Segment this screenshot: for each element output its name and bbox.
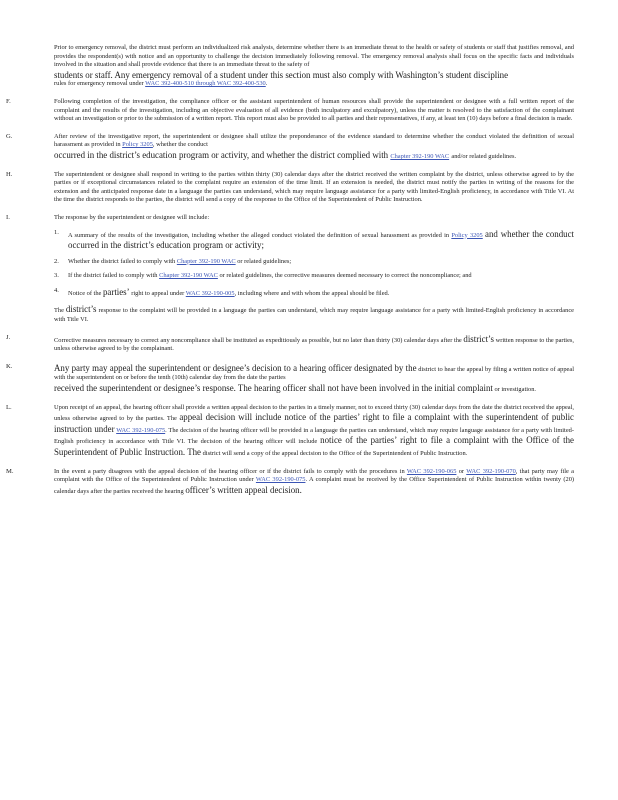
list-number: 4. <box>54 286 59 294</box>
section-i-lead: The response by the superintendent or designee will include: <box>54 213 210 221</box>
section-g <box>6 132 574 162</box>
section-letter: H. <box>6 170 13 178</box>
wac-392-190-065-link[interactable]: WAC 392-190-065 <box>406 467 457 475</box>
section-letter: K. <box>6 362 13 370</box>
section-k <box>6 362 574 395</box>
policy-3205-link[interactable]: Policy 3205 <box>122 141 153 149</box>
intro-text-large: students or staff. Any emergency removal of a student under this section must also comply with Washington’s student discipline <box>54 69 509 80</box>
list-number: 3. <box>54 272 59 280</box>
list-item <box>54 228 575 252</box>
list-item <box>54 286 574 299</box>
section-g-text: After review of the investigative report, the superintendent or designee shall utilize the preponderance of the evidence standard to determine whether the conduct violated the definition of sexual harassment as provided in Policy 3205, whether the conduct <box>54 132 574 149</box>
section-m <box>6 467 575 497</box>
chapter-392-190-wac-link[interactable]: Chapter 392-190 WAC <box>159 272 218 280</box>
wac-392-190-005-link[interactable]: WAC 392-190-005 <box>185 289 235 297</box>
section-g-text-large: occurred in the district’s education program or activity, and whether the district complied with Chapter 392-190 WAC and/or related guidelines. <box>54 149 517 160</box>
list-item-text: Whether the district failed to comply with Chapter 392-190 WAC or related guidelines; <box>68 257 292 265</box>
intro-text-end: rules for emergency removal under WAC 392-400-510 through WAC 392-400-530. <box>54 80 268 88</box>
section-letter: G. <box>6 132 13 140</box>
section-f-text: Following completion of the investigation, the compliance officer or the assistant superintendent of human resources shall provide the superintendent or designee with a full written report of the complaint and the results of the investigation, including an objective evaluation of all evidence (both inculpatory and exculpatory), unless the matter is resolved to the satisfaction of the complainant without an investigation or prior to the submission of a written report. This report must also be provided to all parties and their representatives, if any, at least ten (10) days before a final decision is made. <box>54 97 574 123</box>
section-j <box>6 333 575 354</box>
intro-text: Prior to emergency removal, the district must perform an individualized risk analysis, determine whether there is an immediate threat to the health or safety of students or staff that justifies removal, and provides the respondent(s) with notice and an opportunity to challenge the decision immediately following removal. The emergency removal analysis shall focus on the specific facts and individuals involved in the situation and shall provide evidence that there is an immediate threat to the safety of <box>54 44 574 69</box>
list-item-text: Notice of the parties’ right to appeal under WAC 392-190-005, including where and with whom the appeal should be filed. <box>68 286 390 297</box>
section-h <box>6 170 574 205</box>
chapter-392-190-wac-link[interactable]: Chapter 392-190 WAC <box>176 257 236 265</box>
intro-paragraph <box>54 44 574 89</box>
list-item <box>54 257 574 267</box>
policy-page <box>6 44 575 496</box>
policy-3205-link[interactable]: Policy 3205 <box>451 231 483 239</box>
list-item-text: A summary of the results of the investigation, including whether the alleged conduct violated the definition of sexual harassment as provided in Policy 3205 and whether the conduct occurred in the district’s education program or activity; <box>68 228 575 251</box>
section-letter: F. <box>6 97 11 105</box>
section-letter: M. <box>6 467 14 475</box>
section-letter: L. <box>6 403 12 411</box>
section-l-text: Upon receipt of an appeal, the hearing officer shall provide a written appeal decision to the parties in a timely manner, not to exceed thirty (30) calendar days from the date the district received the appeal, unless otherwise agreed to by the parties. The appeal decision will include notice of the parties’ right to file a complaint with the superintendent of public instruction under WAC 392-190-075. The decision of the hearing officer will be provided in a language the parties can understand, which may require language assistance for a party with limited-English proficiency in accordance with Title VI. The decision of the hearing officer will include notice of the parties’ right to file a complaint with the Office of the Superintendent of Public Instruction. The district will send a copy of the appeal decision to the Office of the Superintendent of Public Instruction. <box>54 403 574 457</box>
section-f <box>6 97 574 124</box>
list-item <box>54 272 574 281</box>
section-i <box>6 213 575 325</box>
section-m-text: In the event a party disagrees with the appeal decision of the hearing officer or if the district fails to comply with the procedures in WAC 392-190-065 or WAC 392-190-070, that party may file a complaint with the Office of the Superintendent of Public Instruction under WAC 392-190-075. A complaint must be received by the Office Superintendent of Public Instruction within twenty (20) calendar days after the parties received the hearing officer’s written appeal decision. <box>54 467 575 495</box>
wac-392-190-075-link[interactable]: WAC 392-190-075 <box>116 426 166 434</box>
list-number: 1. <box>54 228 59 236</box>
section-j-text: Corrective measures necessary to correct any noncompliance shall be instituted as expeditiously as possible, but no later than thirty (30) calendar days after the district’s written response to the parties, unless otherwise agreed to by the complainant. <box>54 333 575 353</box>
wac-392-190-070-link[interactable]: WAC 392-190-070 <box>466 467 516 475</box>
section-letter: I. <box>6 213 10 221</box>
section-letter: J. <box>6 333 11 341</box>
list-item-text: If the district failed to comply with Chapter 392-190 WAC or related guidelines, the corrective measures deemed necessary to correct the noncompliance; and <box>68 272 472 280</box>
section-k-text: Any party may appeal the superintendent or designee’s decision to a hearing officer designated by the district to hear the appeal by filing a written notice of appeal with the superintendent on or before the tenth (10th) calendar day from the date the parties <box>54 362 574 382</box>
section-k-text-end: received the superintendent or designee’s response. The hearing officer shall not have been involved in the initial complaint or investigation. <box>54 383 536 394</box>
section-i-closing: The district’s response to the complaint will be provided in a language the parties can understand, which may require language assistance for a party with limited-English proficiency in accordance with Title VI. <box>54 304 574 324</box>
chapter-392-190-wac-link[interactable]: Chapter 392-190 WAC <box>390 152 450 160</box>
section-h-text: The superintendent or designee shall respond in writing to the parties within thirty (30) calendar days after the district received the written complaint by the district, unless otherwise agreed to by the parties or if exceptional circumstances related to the complaint require an extension of the time limit. If an extension is needed, the district must notify the parties in writing of the reasons for the extension and the anticipated response date in a language the parties can understand, which may require language assistance for a party with limited-English proficiency, in accordance with Title VI. At the time the district responds to the parties, the district will send a copy of the response to the Office of the Superintendent of Public Instruction. <box>54 170 574 204</box>
wac-392-190-075-link[interactable]: WAC 392-190-075 <box>255 476 306 484</box>
list-number: 2. <box>54 257 59 265</box>
wac-392-400-510-link[interactable]: WAC 392-400-510 through WAC 392-400-530 <box>145 80 266 88</box>
section-l <box>6 403 574 459</box>
